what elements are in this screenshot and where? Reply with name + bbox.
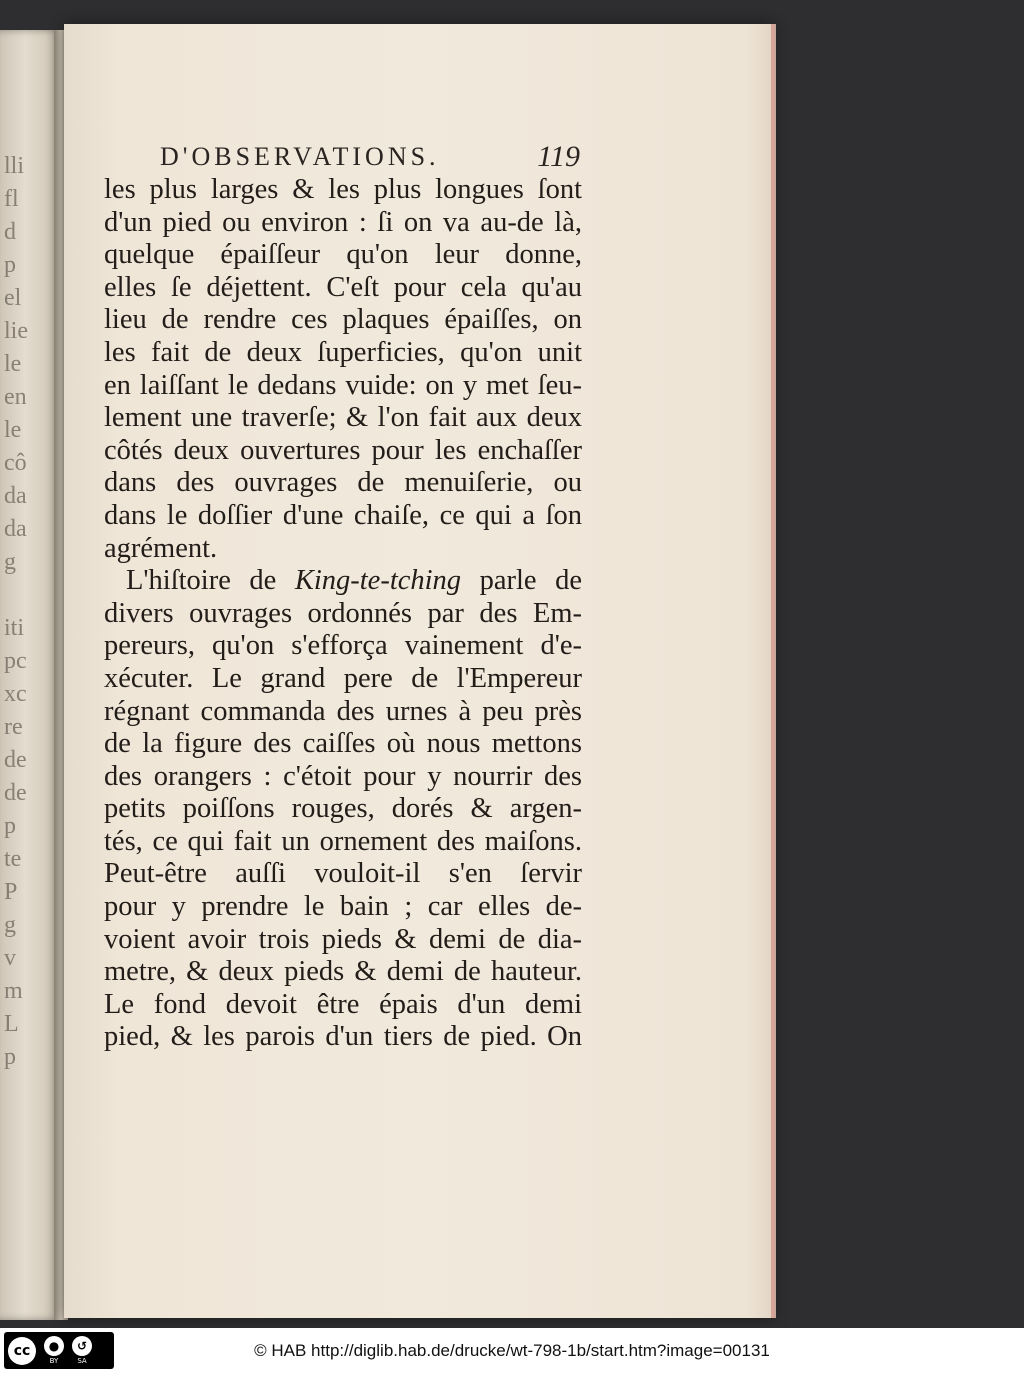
previous-page-fragment: m: [4, 978, 23, 1004]
body-text: [104, 174, 582, 1054]
text-line: [104, 565, 582, 598]
text-line: tés, ce qui fait un ornement des maiſons.: [104, 825, 582, 857]
text-line: agrément.: [104, 532, 218, 564]
text-line: quelque épaiſſeur qu'on leur donne,: [104, 239, 582, 271]
previous-page-edge: [0, 30, 62, 1320]
text-line-end: parle de: [461, 565, 582, 597]
share-alike-circle-icon: ↺: [72, 1336, 92, 1356]
previous-page-fragment: de: [4, 747, 27, 773]
previous-page-fragment: g: [4, 912, 16, 938]
text-line: côtés deux ouvertures pour les enchaſſer: [104, 434, 582, 466]
text-line: pied, & les parois d'un tiers de pied. On: [104, 1021, 582, 1053]
previous-page-fragment: g: [4, 549, 16, 575]
text-line: divers ouvrages ordonnés par des Em-: [104, 597, 582, 629]
text-line: pour y prendre le bain ; car elles de-: [104, 891, 582, 923]
text-line: d'un pied ou environ : ſi on va au-de là,: [104, 206, 582, 238]
text-line: elles ſe déjettent. C'eſt pour cela qu'au: [104, 271, 582, 303]
previous-page-fragment: da: [4, 516, 27, 542]
text-line: voient avoir trois pieds & demi de dia-: [104, 923, 582, 955]
previous-page-fragment: v: [4, 945, 16, 971]
footer-bar: [0, 1328, 1024, 1373]
previous-page-fragment: re: [4, 714, 23, 740]
text-line: xécuter. Le grand pere de l'Empereur: [104, 662, 582, 694]
text-line-start: L'hiſtoire de: [126, 565, 295, 597]
running-head-title: D'OBSERVATIONS.: [160, 142, 440, 171]
previous-page-fragment: fl: [4, 186, 19, 212]
previous-page-fragment: le: [4, 417, 22, 443]
text-line: des orangers : c'étoit pour y nourrir des: [104, 760, 582, 792]
text-line: dans des ouvrages de menuiſerie, ou: [104, 467, 582, 499]
previous-page-fragment: cô: [4, 450, 27, 476]
previous-page-fragment: L: [4, 1011, 19, 1037]
person-icon: ●: [44, 1336, 64, 1356]
text-line: Peut-être auſſi vouloit-il s'en ſervir: [104, 858, 582, 890]
previous-page-fragment: da: [4, 483, 27, 509]
previous-page-fragment: p: [4, 813, 16, 839]
text-line: les fait de deux ſuperficies, qu'on unit: [104, 336, 582, 368]
text-line: lement une traverſe; & l'on fait aux deux: [104, 402, 582, 434]
previous-page-fragment: p: [4, 252, 16, 278]
text-line: régnant commanda des urnes à peu près: [104, 695, 582, 727]
previous-page-fragment: en: [4, 384, 27, 410]
previous-page-fragment: p: [4, 1044, 16, 1070]
previous-page-fragment: P: [4, 879, 18, 905]
text-line: Le fond devoit être épais d'un demi: [104, 988, 582, 1020]
text-line: les plus larges & les plus longues ſont: [104, 174, 582, 205]
attribution-link[interactable]: © HAB http://diglib.hab.de/drucke/wt-798-1b/start.htm?image=00131: [254, 1341, 770, 1360]
sa-label: SA: [77, 1357, 87, 1365]
text-line: petits poiſſons rouges, dorés & argen-: [104, 793, 582, 825]
previous-page-fragment: el: [4, 285, 22, 311]
creative-commons-icon: cc: [8, 1337, 36, 1365]
previous-page-fragment: lie: [4, 318, 28, 344]
previous-page-fragment: xc: [4, 681, 27, 707]
previous-page-fragment: iti: [4, 615, 25, 641]
previous-page-fragment: te: [4, 846, 22, 872]
previous-page-fragment: lli: [4, 153, 25, 179]
text-line: pereurs, qu'on s'efforça vainement d'e-: [104, 630, 582, 662]
previous-page-fragment: le: [4, 351, 22, 377]
previous-page-fragment: de: [4, 780, 27, 806]
previous-page-fragment: d: [4, 219, 16, 245]
page-number: 119: [537, 140, 580, 173]
text-line: en laiſſant le dedans vuide: on y met ſeu-: [104, 369, 582, 401]
italic-name: King-te-tching: [294, 565, 462, 597]
text-line: metre, & deux pieds & demi de hauteur.: [104, 956, 582, 988]
book-page: [64, 24, 774, 1318]
text-line: lieu de rendre ces plaques épaiſſes, on: [104, 304, 582, 336]
text-line: dans le doſſier d'une chaiſe, ce qui a ſon: [104, 499, 582, 531]
previous-page-fragment: pc: [4, 648, 27, 674]
text-line: de la figure des caiſſes où nous mettons: [104, 728, 582, 760]
by-label: BY: [49, 1357, 59, 1365]
